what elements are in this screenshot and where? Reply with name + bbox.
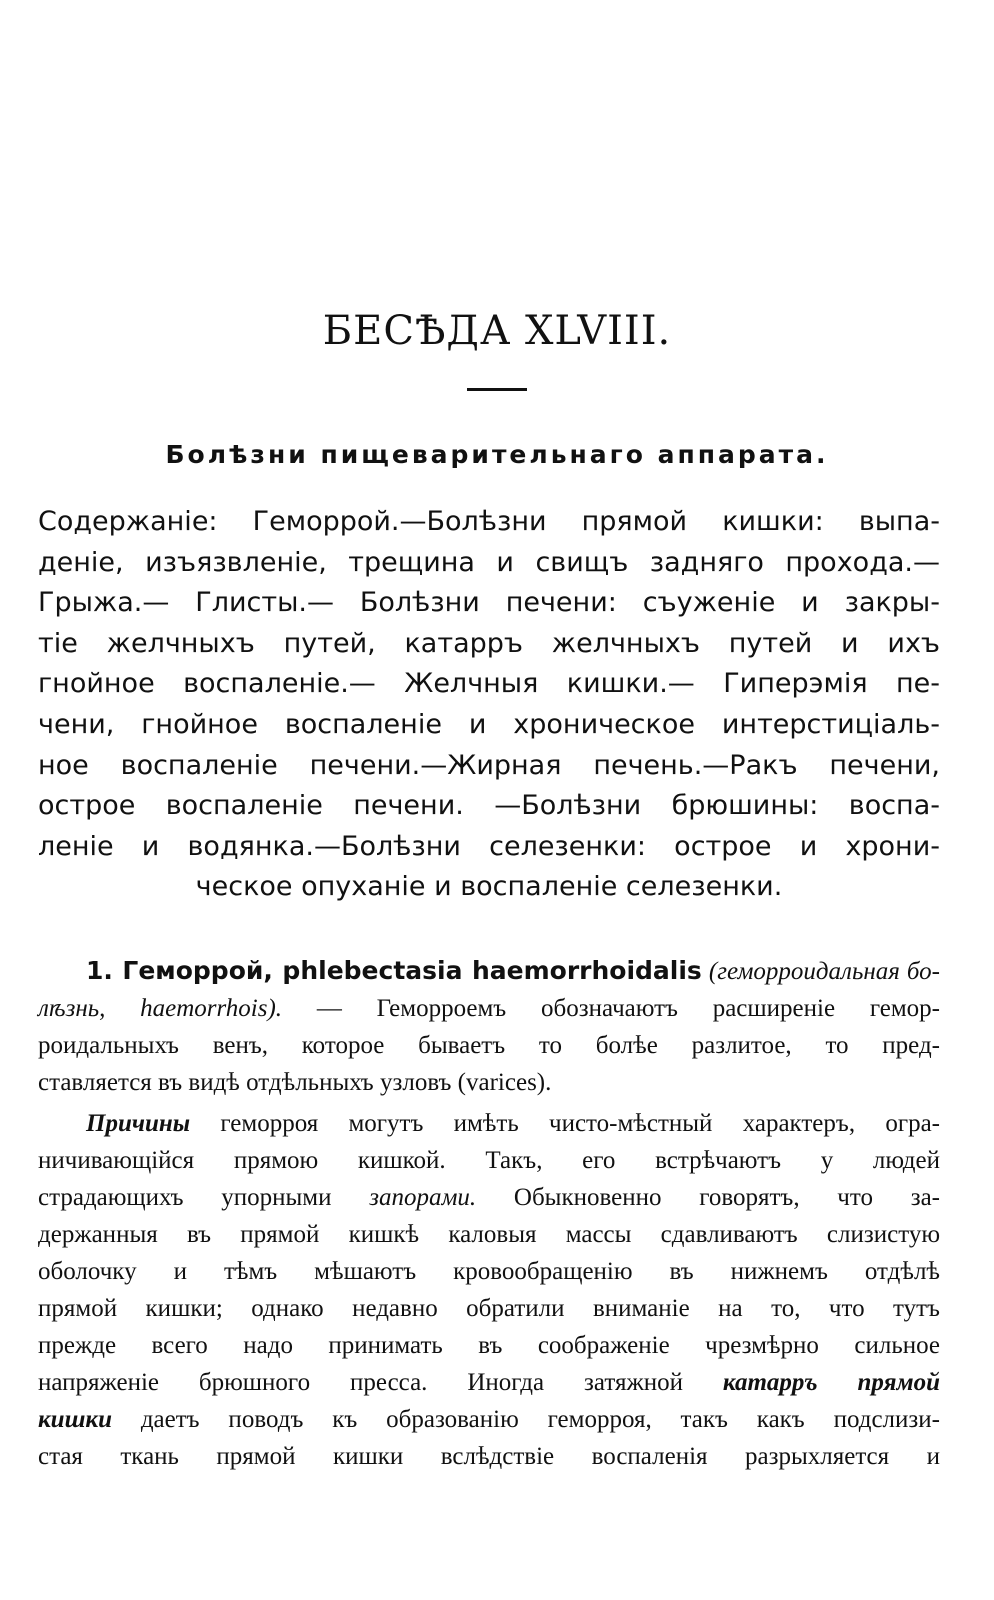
section-1-italic: лѣзнь, haemorrhois). — [38, 995, 283, 1022]
paragraph-2-line: держанныя въ прямой кишкѣ каловыя массы сдавливаютъ слизистую — [38, 1221, 940, 1248]
paragraph-2-line: оболочку и тѣмъ мѣшаютъ кровообращенію въ нижнемъ отдѣлѣ — [38, 1258, 940, 1285]
section-1-line — [38, 990, 940, 1027]
section-1-line: ставляется въ видѣ отдѣльныхъ узловъ (varices). — [38, 1069, 552, 1096]
catarrh-term: катарръ прямой — [722, 1369, 940, 1396]
paragraph-2-text: Обыкновенно говорятъ, что за- — [476, 1184, 940, 1211]
paragraph-2-line — [38, 1401, 940, 1438]
paragraph-2-line: прямой кишки; однако недавно обратили вниманіе на то, что тутъ — [38, 1295, 940, 1322]
section-1-italic: (геморроидальная бо- — [708, 958, 941, 985]
section-1-line — [38, 952, 940, 990]
paragraph-2-line — [38, 1105, 940, 1142]
contents-line: ческое опуханіе и воспаленіе селезенки. — [195, 871, 783, 903]
contents-line: чени, гнойное воспаленіе и хроническое интерстиціаль- — [38, 708, 940, 740]
paragraph-2-line: ничивающійся прямою кишкой. Такъ, его встрѣчаютъ у людей — [38, 1147, 940, 1174]
paragraph-2-line — [38, 1364, 940, 1401]
section-1-line: роидальныхъ венъ, которое бываетъ то болѣе разлитое, то пред- — [38, 1032, 940, 1059]
title-divider — [467, 388, 527, 391]
paragraph-2-line — [38, 1179, 940, 1216]
paragraph-2-text: геморроя могутъ имѣть чисто-мѣстный характеръ, огра- — [190, 1110, 940, 1137]
chapter-title: БЕСѢДА XLVIII. — [322, 308, 672, 354]
contents-line: деніе, изъязвленіе, трещина и свищъ задняго прохода.— — [38, 546, 940, 578]
section-1-text: — Геморроемъ обозначаютъ расширеніе гемор- — [282, 995, 940, 1022]
body-text — [38, 952, 940, 1475]
catarrh-term: кишки — [38, 1406, 112, 1433]
constipation-term: запорами. — [369, 1184, 477, 1211]
chapter-subtitle: Болѣзни пищеварительнаго аппарата. — [165, 440, 829, 469]
chapter-contents — [38, 502, 940, 908]
paragraph-2-text: напряженіе брюшного пресса. Иногда затяжной — [38, 1369, 723, 1396]
paragraph-2-line: прежде всего надо принимать въ соображеніе чрезмѣрно сильное — [38, 1332, 940, 1359]
contents-line: ное воспаленіе печени.—Жирная печень.—Ракъ печени, — [38, 749, 940, 781]
contents-line: гнойное воспаленіе.— Желчныя кишки.— Гиперэмія пе- — [38, 668, 940, 700]
causes-term: Причины — [86, 1110, 191, 1137]
contents-line: леніе и водянка.—Болѣзни селезенки: острое и хрони- — [38, 830, 940, 862]
paragraph-2-text: страдающихъ упорными — [38, 1184, 370, 1211]
contents-line: тіе желчныхъ путей, катарръ желчныхъ путей и ихъ — [38, 627, 940, 659]
paragraph-2-text: даетъ поводъ къ образованію геморроя, такъ какъ подслизи- — [111, 1406, 940, 1433]
paragraph-2-line: стая ткань прямой кишки вслѣдствіе воспаленія разрыхляется и — [38, 1443, 940, 1470]
contents-line: Содержаніе: Геморрой.—Болѣзни прямой кишки: выпа- — [38, 506, 940, 537]
section-1-heading: 1. Геморрой, phlebectasia haemorrhoidalis — [86, 956, 702, 985]
contents-line: острое воспаленіе печени. —Болѣзни брюшины: воспа- — [38, 790, 940, 822]
contents-line: Грыжа.— Глисты.— Болѣзни печени: съуженіе и закры- — [38, 587, 940, 619]
